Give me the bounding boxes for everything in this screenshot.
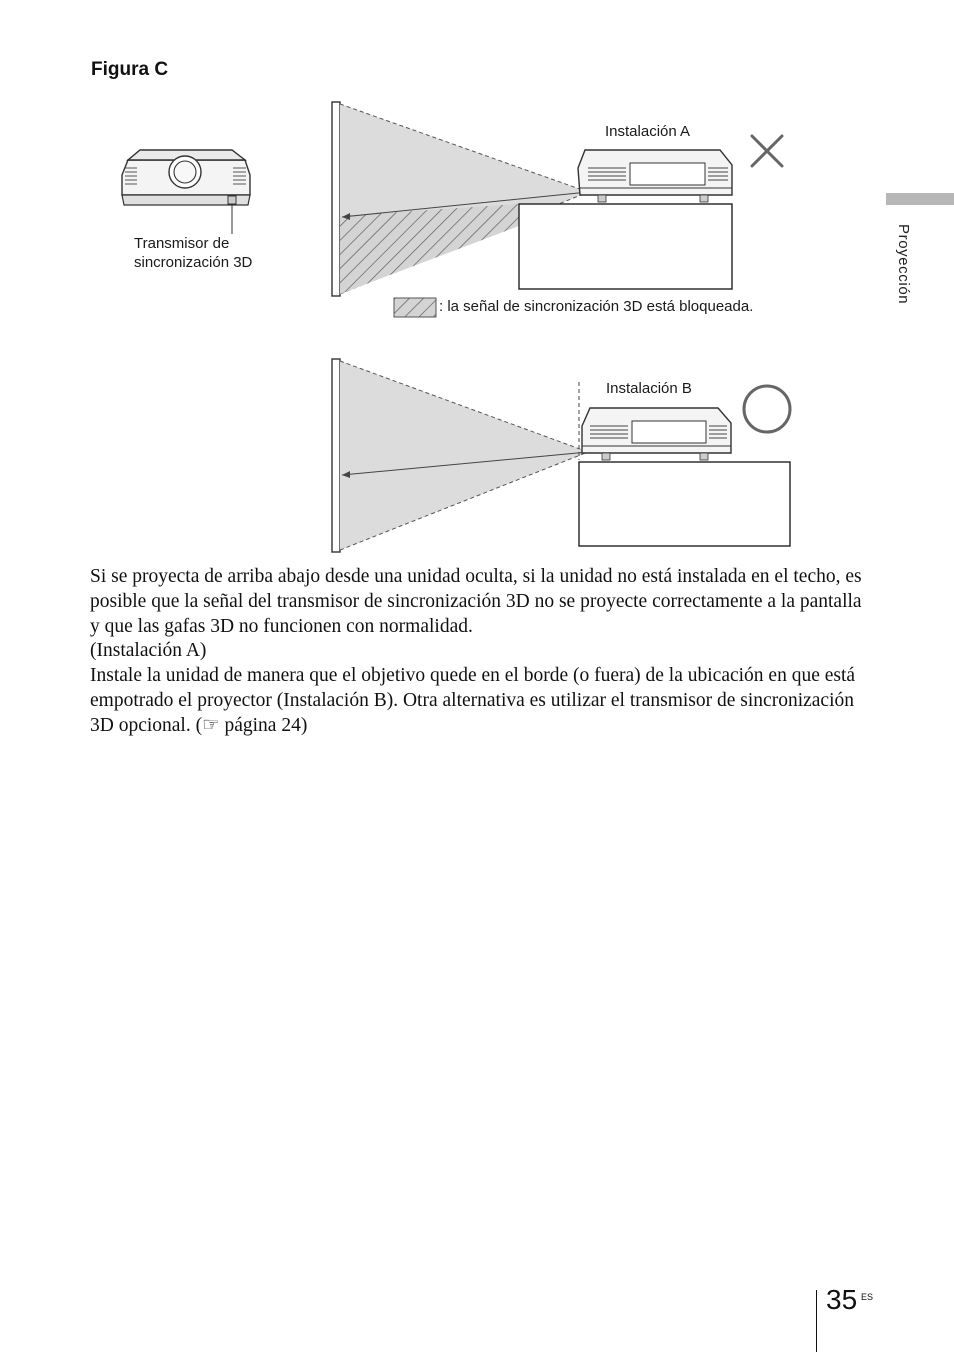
figure-c-illustration — [0, 0, 954, 560]
installation-a-label: Instalación A — [605, 123, 691, 140]
figure-title: Figura C — [91, 59, 169, 80]
blocked-signal-area — [340, 204, 519, 294]
side-tab-marker — [886, 193, 954, 205]
cross-mark-icon — [752, 136, 782, 166]
transmitter-label: Transmisor de sincronización 3D — [134, 235, 253, 271]
transmitter-projector-icon — [122, 150, 250, 234]
cabinet-a — [519, 204, 732, 289]
circle-ok-mark-icon — [744, 386, 790, 432]
screen-b — [332, 359, 340, 552]
page-reference: página 24) — [219, 714, 308, 736]
screen-a — [332, 102, 340, 296]
side-tab-label: Proyección — [895, 224, 912, 305]
page-language: ES — [861, 1292, 874, 1302]
page-number: 35 — [826, 1284, 858, 1315]
hand-pointer-icon: ☞ — [202, 714, 220, 736]
installation-b-label: Instalación B — [606, 380, 692, 397]
projector-a-icon — [578, 150, 732, 202]
projector-b-icon — [582, 408, 731, 460]
legend-label: : la señal de sincronización 3D está bloqueada. — [439, 298, 754, 315]
legend-hatch-swatch — [394, 298, 436, 317]
page-number-rule — [816, 1290, 817, 1352]
body-text — [90, 565, 870, 739]
paragraph-1: Si se proyecta de arriba abajo desde una unidad oculta, si la unidad no está instalada en el techo, es posible que la señal del transmisor de sincronización 3D no se proyecte correctamente a la pantalla y que las gafas 3D no funcionen con normalidad. (Instalación A) — [90, 566, 862, 662]
cabinet-b — [579, 462, 790, 546]
paragraph-2: Instale la unidad de manera que el objetivo quede en el borde (o fuera) de la ubicación en que está empotrado el proyector (Instalación B). Otra alternativa es utilizar el transmisor de sincronización 3D opcional. (☞ página 24) — [90, 665, 856, 736]
